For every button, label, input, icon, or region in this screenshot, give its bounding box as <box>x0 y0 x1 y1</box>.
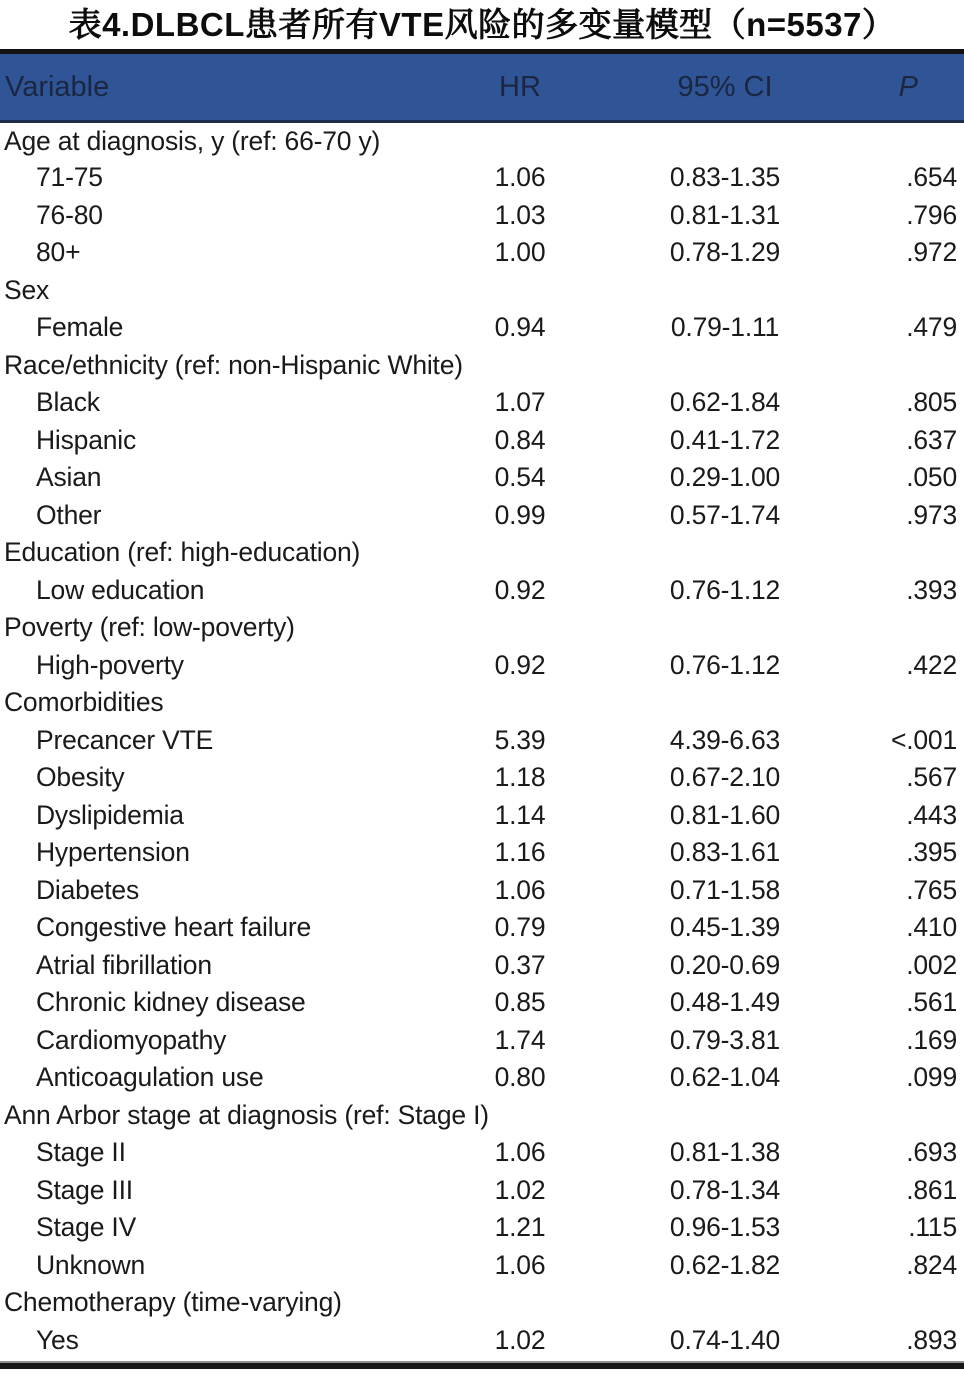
table-row <box>0 572 964 610</box>
hr-cell: 1.06 <box>494 874 546 905</box>
variable-cell: Stage III <box>36 1174 133 1205</box>
hr-cell: 0.85 <box>494 987 546 1018</box>
p-cell: .824 <box>906 1249 957 1280</box>
p-cell: <.001 <box>890 724 957 755</box>
variable-cell: 71-75 <box>36 162 103 193</box>
ci-cell: 0.81-1.60 <box>669 799 781 830</box>
variable-cell: Anticoagulation use <box>36 1062 264 1093</box>
table-row <box>0 159 964 197</box>
p-cell: .410 <box>906 912 957 943</box>
variable-cell: Hispanic <box>36 424 137 455</box>
table-row <box>0 1322 964 1360</box>
section-row <box>0 1097 964 1135</box>
table-row <box>0 1247 964 1285</box>
hr-cell: 1.21 <box>494 1212 546 1243</box>
p-cell: .567 <box>906 762 957 793</box>
ci-cell: 0.41-1.72 <box>669 424 781 455</box>
p-cell: .393 <box>906 574 957 605</box>
p-cell: .693 <box>906 1137 957 1168</box>
table-title: 表4.DLBCL患者所有VTE风险的多变量模型（n=5537） <box>68 6 896 43</box>
ci-cell: 0.81-1.31 <box>669 199 781 230</box>
variable-cell: Diabetes <box>36 874 139 905</box>
header-row <box>0 52 964 122</box>
hr-cell: 0.80 <box>494 1062 546 1093</box>
p-cell: .443 <box>906 799 957 830</box>
ci-cell: 0.79-1.11 <box>670 312 780 343</box>
table-row <box>0 234 964 272</box>
hr-cell: 5.39 <box>494 724 546 755</box>
hr-cell: 1.06 <box>494 1137 546 1168</box>
ci-cell: 4.39-6.63 <box>669 724 781 755</box>
variable-cell: Female <box>36 312 124 343</box>
ci-cell: 0.74-1.40 <box>669 1324 781 1355</box>
table-row <box>0 1022 964 1060</box>
hr-cell: 0.84 <box>494 424 546 455</box>
section-row <box>0 534 964 572</box>
p-cell: .395 <box>906 837 957 868</box>
p-cell: .796 <box>906 199 957 230</box>
variable-cell: 76-80 <box>36 199 103 230</box>
p-cell: .861 <box>906 1174 957 1205</box>
hr-cell: 0.92 <box>494 649 546 680</box>
column-header-p: P <box>855 52 964 122</box>
hr-cell: 0.54 <box>494 462 546 493</box>
ci-cell: 0.83-1.35 <box>669 162 781 193</box>
ci-cell: 0.45-1.39 <box>669 912 781 943</box>
variable-cell: Stage II <box>36 1137 126 1168</box>
ci-cell: 0.76-1.12 <box>669 574 781 605</box>
ci-cell: 0.62-1.04 <box>669 1062 781 1093</box>
ci-cell: 0.29-1.00 <box>669 462 781 493</box>
variable-cell: Hypertension <box>36 837 190 868</box>
table-row <box>0 647 964 685</box>
table-row <box>0 947 964 985</box>
column-header-hr: HR <box>445 52 595 122</box>
section-row <box>0 684 964 722</box>
variable-cell: Stage IV <box>36 1212 137 1243</box>
table-row <box>0 909 964 947</box>
hr-cell: 0.99 <box>494 499 546 530</box>
table-row <box>0 497 964 535</box>
hr-cell: 0.79 <box>494 912 546 943</box>
table-row <box>0 722 964 760</box>
hr-cell: 1.03 <box>494 199 546 230</box>
table-row <box>0 197 964 235</box>
ci-cell: 0.83-1.61 <box>669 837 781 868</box>
ci-cell: 0.62-1.82 <box>669 1249 781 1280</box>
p-cell: .561 <box>906 987 957 1018</box>
variable-cell: Black <box>36 387 100 418</box>
section-row <box>0 609 964 647</box>
variable-cell: Yes <box>36 1324 79 1355</box>
hr-cell: 0.37 <box>494 949 546 980</box>
hr-cell: 1.00 <box>494 237 546 268</box>
p-cell: .654 <box>906 162 957 193</box>
table-row <box>0 1209 964 1247</box>
ci-cell: 0.71-1.58 <box>669 874 781 905</box>
table-row <box>0 1059 964 1097</box>
variable-cell: Dyslipidemia <box>36 799 184 830</box>
section-label: Age at diagnosis, y (ref: 66-70 y) <box>0 122 964 160</box>
hr-cell: 1.14 <box>494 799 546 830</box>
table-row <box>0 422 964 460</box>
section-label: Comorbidities <box>4 687 164 718</box>
hr-cell: 1.74 <box>494 1024 546 1055</box>
ci-cell: 0.78-1.34 <box>669 1174 781 1205</box>
table-row <box>0 872 964 910</box>
ci-cell: 0.48-1.49 <box>669 987 781 1018</box>
ci-cell: 0.79-3.81 <box>669 1024 781 1055</box>
ci-cell: 0.67-2.10 <box>669 762 781 793</box>
hr-cell: 1.06 <box>494 1249 546 1280</box>
p-cell: .050 <box>906 462 957 493</box>
table-row <box>0 459 964 497</box>
variable-cell: Chronic kidney disease <box>36 987 306 1018</box>
section-label: Sex <box>4 274 50 305</box>
variable-cell: High-poverty <box>36 649 184 680</box>
variable-cell: Unknown <box>36 1249 146 1280</box>
hr-cell: 0.94 <box>494 312 546 343</box>
table-row <box>0 1134 964 1172</box>
p-cell: .637 <box>906 424 957 455</box>
column-header-ci: 95% CI <box>595 52 855 122</box>
section-label: Education (ref: high-education) <box>4 537 361 568</box>
hr-cell: 1.16 <box>494 837 546 868</box>
variable-cell: Other <box>36 499 102 530</box>
section-label: Race/ethnicity (ref: non-Hispanic White) <box>4 349 463 380</box>
ci-cell: 0.96-1.53 <box>669 1212 781 1243</box>
bottom-rule-thick <box>0 1363 964 1369</box>
p-cell: .169 <box>906 1024 957 1055</box>
ci-cell: 0.57-1.74 <box>669 499 781 530</box>
table-row <box>0 384 964 422</box>
ci-cell: 0.62-1.84 <box>669 387 781 418</box>
section-row <box>0 1284 964 1322</box>
table-row <box>0 1172 964 1210</box>
section-row <box>0 272 964 310</box>
table-header <box>0 52 964 122</box>
hr-cell: 0.92 <box>494 574 546 605</box>
hr-cell: 1.06 <box>494 162 546 193</box>
table-body <box>0 122 964 1360</box>
table-row <box>0 797 964 835</box>
p-cell: .002 <box>906 949 957 980</box>
column-header-variable: Variable <box>0 52 445 122</box>
hr-cell: 1.02 <box>494 1174 546 1205</box>
p-cell: .099 <box>906 1062 957 1093</box>
variable-cell: 80+ <box>36 237 81 268</box>
hr-cell: 1.18 <box>494 762 546 793</box>
p-cell: .115 <box>908 1212 957 1243</box>
ci-cell: 0.81-1.38 <box>669 1137 781 1168</box>
p-cell: .973 <box>906 499 957 530</box>
ci-cell: 0.76-1.12 <box>669 649 781 680</box>
table-row <box>0 834 964 872</box>
p-cell: .805 <box>906 387 957 418</box>
p-cell: .765 <box>906 874 957 905</box>
section-row <box>0 122 964 160</box>
section-label: Chemotherapy (time-varying) <box>4 1287 342 1318</box>
ci-cell: 0.78-1.29 <box>669 237 781 268</box>
section-label: Poverty (ref: low-poverty) <box>4 612 295 643</box>
variable-cell: Atrial fibrillation <box>36 949 212 980</box>
p-cell: .972 <box>906 237 957 268</box>
ci-cell: 0.20-0.69 <box>669 949 781 980</box>
results-table <box>0 49 964 1359</box>
section-label: Ann Arbor stage at diagnosis (ref: Stage I) <box>4 1099 489 1130</box>
p-cell: .893 <box>906 1324 957 1355</box>
variable-cell: Congestive heart failure <box>36 912 312 943</box>
variable-cell: Cardiomyopathy <box>36 1024 227 1055</box>
variable-cell: Obesity <box>36 762 125 793</box>
table-row <box>0 984 964 1022</box>
table-row <box>0 309 964 347</box>
variable-cell: Precancer VTE <box>36 724 214 755</box>
p-cell: .422 <box>906 649 957 680</box>
hr-cell: 1.02 <box>494 1324 546 1355</box>
table-row <box>0 759 964 797</box>
p-cell: .479 <box>906 312 957 343</box>
section-row <box>0 347 964 385</box>
variable-cell: Asian <box>36 462 102 493</box>
variable-cell: Low education <box>36 574 205 605</box>
hr-cell: 1.07 <box>494 387 546 418</box>
